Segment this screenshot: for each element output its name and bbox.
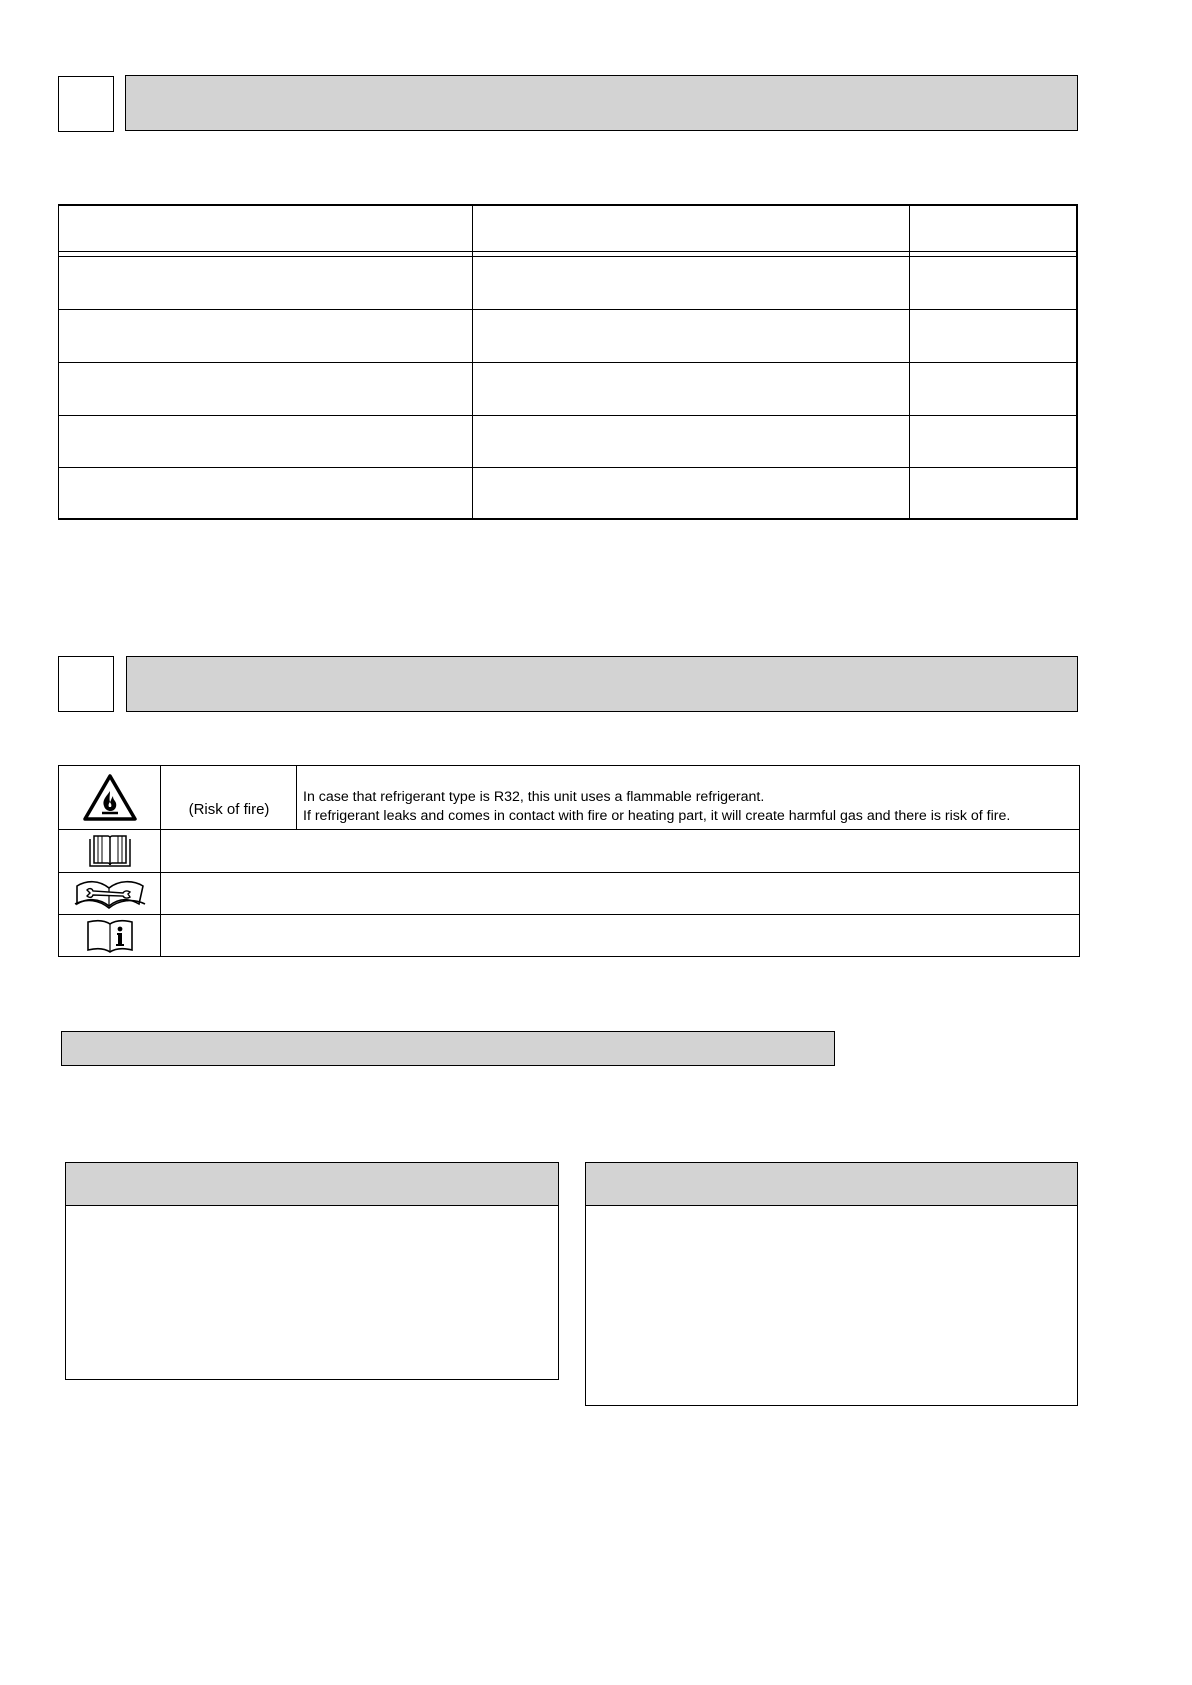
section-1-title-bar	[125, 75, 1078, 131]
symbols-table	[58, 765, 1080, 957]
fire-warning-line-1: In case that refrigerant type is R32, this unit uses a flammable refrigerant.	[303, 789, 765, 805]
table-header-rule	[59, 256, 1076, 257]
fire-warning-text	[303, 788, 1010, 826]
right-info-panel	[585, 1162, 1078, 1406]
table-row	[59, 415, 1076, 416]
table-header-rule	[59, 251, 1076, 252]
section-2-title-bar	[126, 656, 1078, 712]
symbols-column-divider	[296, 766, 297, 829]
revision-table	[58, 204, 1078, 520]
section-1-number-box	[58, 76, 114, 132]
information-manual-icon	[59, 915, 161, 957]
risk-of-fire-label: (Risk of fire)	[188, 801, 270, 818]
symbols-row-divider	[59, 914, 1079, 915]
fire-warning-line-2: If refrigerant leaks and comes in contact with fire or heating part, it will create harmful gas and there is risk of fire.	[303, 808, 1011, 824]
right-panel-header	[586, 1163, 1077, 1206]
symbols-row-divider	[59, 872, 1079, 873]
operation-manual-icon	[59, 830, 161, 872]
subsection-title-bar	[61, 1031, 835, 1066]
table-row	[59, 309, 1076, 310]
flammable-warning-icon	[59, 766, 161, 829]
section-2-number-box	[58, 656, 114, 712]
table-row	[59, 362, 1076, 363]
left-panel-header	[66, 1163, 558, 1206]
table-row	[59, 467, 1076, 468]
service-manual-icon	[59, 873, 161, 914]
left-info-panel	[65, 1162, 559, 1380]
